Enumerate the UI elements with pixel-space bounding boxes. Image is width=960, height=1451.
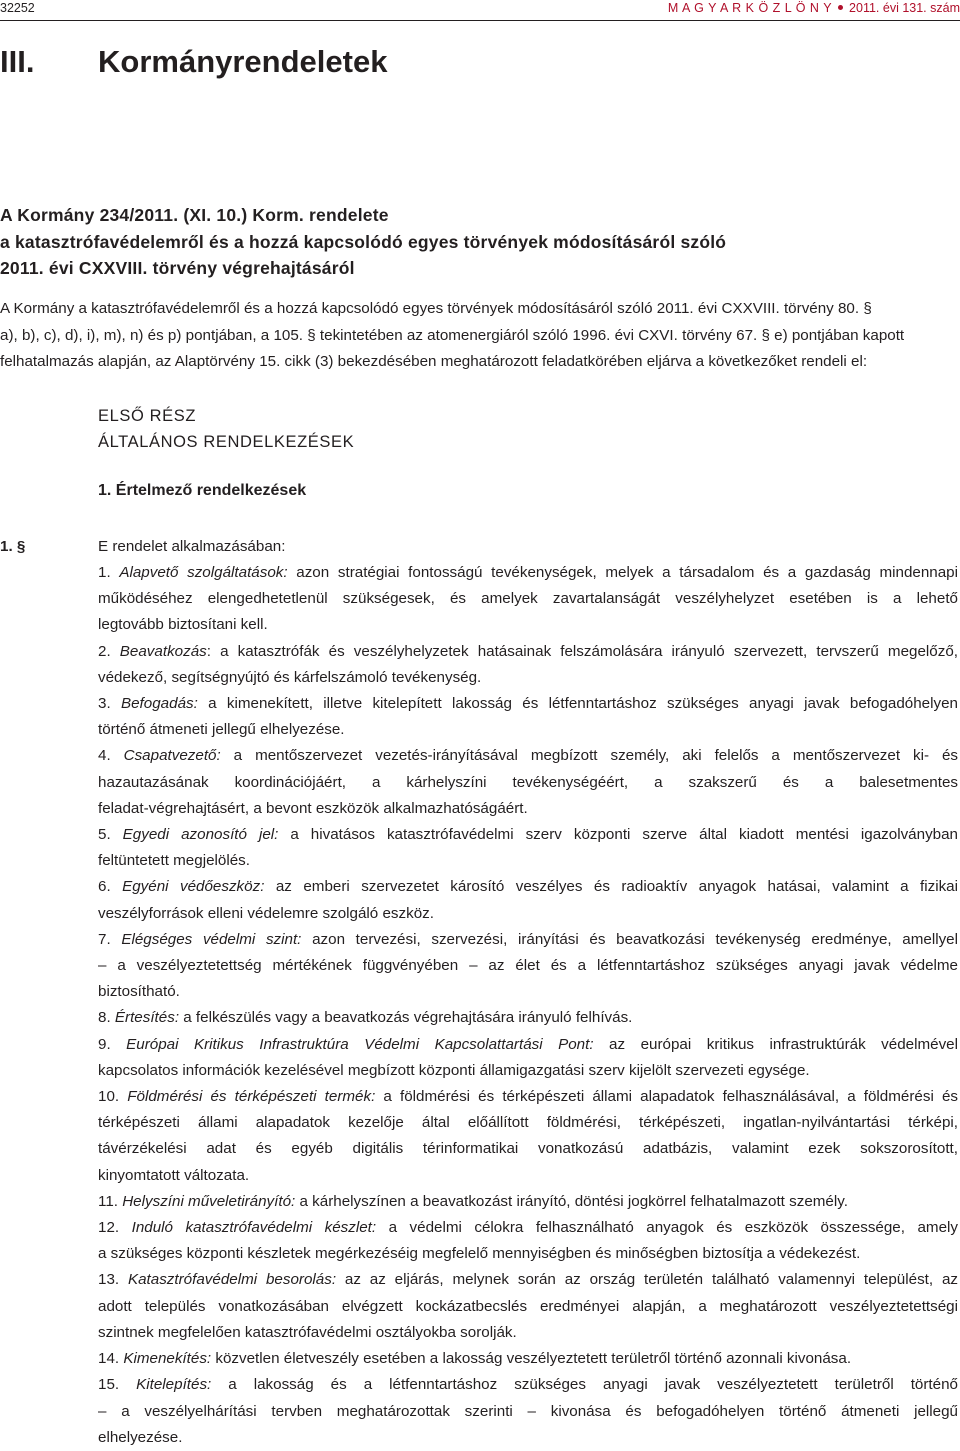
definition-number: 8. [98, 1009, 115, 1027]
definition-line [98, 1032, 958, 1058]
part-heading [98, 404, 354, 455]
definition-line: a szükséges központi készletek megérkezéséig megfelelő mennyiségben és minőségben biztosítja a védekezést. [98, 1245, 861, 1263]
definition-line [98, 560, 958, 586]
definition-line [98, 743, 958, 769]
definition-text: a földmérési és térképészeti állami alapadatok felhasználásával, a földmérési és [375, 1088, 958, 1106]
definition-item [98, 874, 958, 926]
journal-title [668, 1, 960, 15]
definition-text: : a katasztrófák és veszélyhelyzetek hatásainak felszámolására irányuló szervezett, tervszerű megelőző, [206, 642, 958, 660]
page-number: 32252 [0, 1, 35, 15]
definition-line [98, 1372, 958, 1398]
definition-text: azon tervezési, szervezési, irányítási és beavatkozási tevékenység eredménye, amellyel [301, 930, 958, 948]
definition-term: Induló katasztrófavédelmi készlet: [131, 1219, 377, 1237]
definition-number: 11. [98, 1192, 123, 1210]
definition-item [98, 1005, 958, 1031]
definition-item [98, 1267, 958, 1346]
preamble-line: felhatalmazás alapján, az Alaptörvény 15. cikk (3) bekezdésében meghatározott feladatkörében eljárva a következőket rendeli el: [0, 353, 868, 370]
definition-line: térképészeti állami alapadatok kezelője által előállított földmérési, térképészeti, ingatlan-nyilvántartási térképi, [98, 1114, 958, 1132]
definition-line [98, 1215, 958, 1241]
definition-line: legtovább biztosítani kell. [98, 616, 268, 634]
definition-line [98, 1084, 958, 1110]
header-divider [0, 20, 960, 21]
definition-number: 4. [98, 747, 124, 765]
definition-text: a kárhelyszínen a beavatkozást irányító, döntési jogkörrel felhatalmazott személy. [295, 1192, 848, 1210]
page-header [0, 0, 960, 18]
definition-text: a felkészülés vagy a beavatkozás végrehajtására irányuló felhívás. [179, 1009, 633, 1027]
definition-item [98, 1346, 958, 1372]
definition-item [98, 691, 958, 743]
definition-text: a hivatásos katasztrófavédelmi szerv központi szerve által kiadott mentési igazolványban [278, 826, 958, 844]
definition-number: 14. [98, 1350, 124, 1368]
chapter-heading [0, 44, 960, 88]
regulation-title [0, 202, 960, 282]
definition-item [98, 1372, 958, 1451]
definition-number: 2. [98, 642, 120, 660]
definition-text: az emberi szervezetet károsító veszélyes és radioaktív anyagok hatásai, valamint a fizikai [264, 878, 958, 896]
definition-item [98, 743, 958, 822]
preamble-line: a), b), c), d), i), m), n) és p) pontjában, a 105. § tekintetében az atomenergiáról szóló 1996. évi CXVI. törvény 67. § e) pontjában kapott [0, 326, 905, 344]
definition-number: 7. [98, 930, 122, 948]
chapter-number: III. [0, 44, 35, 79]
definition-line: hazautazásának koordinációjáért, a kárhelyszíni tevékenységéért, a szakszerű és a balesetmentes [98, 773, 958, 791]
definition-item [98, 927, 958, 1006]
definition-term: Egyedi azonosító jel: [122, 826, 279, 844]
definition-line: kinyomtatott változata. [98, 1166, 250, 1184]
definition-term: Kimenekítés: [123, 1350, 212, 1368]
definition-line [98, 639, 958, 665]
definition-text: közvetlen életveszély esetében a lakosság veszélyeztetett területről történő azonnali kivonása. [211, 1350, 852, 1368]
regulation-title-line: 2011. évi CXXVIII. törvény végrehajtásáról [0, 258, 355, 278]
definition-line [98, 1005, 958, 1031]
definition-line: elhelyezése. [98, 1428, 183, 1446]
definition-item [98, 1032, 958, 1084]
preamble [0, 296, 960, 376]
definition-line: biztosítható. [98, 983, 180, 1001]
definition-term: Katasztrófavédelmi besorolás: [127, 1271, 337, 1289]
definition-number: 3. [98, 695, 121, 713]
regulation-title-line: A Kormány 234/2011. (XI. 10.) Korm. rendelete [0, 205, 389, 225]
section-number: 1. § [0, 538, 26, 555]
definition-item [98, 1084, 958, 1189]
definition-line: védekező, segítségnyújtó és kárfelszámoló tevékenység. [98, 668, 482, 686]
definition-line: történő átmeneti jellegű elhelyezése. [98, 721, 345, 739]
definition-text: az az eljárás, melynek során az ország területén található valamennyi települést, az [336, 1271, 958, 1289]
definition-term: Kitelepítés: [136, 1376, 212, 1394]
definition-text: az európai kritikus infrastruktúrák védelmével [593, 1035, 958, 1053]
definition-text: azon stratégiai fontosságú tevékenységek, melyek a társadalom és a gazdaság mindennapi [287, 564, 958, 581]
definition-line: kapcsolatos információk kezelésével megbízott központi államigazgatási szerv kijelölt szervezeti egysége. [98, 1061, 810, 1079]
section-intro: E rendelet alkalmazásában: [98, 538, 286, 555]
definition-term: Elégséges védelmi szint: [121, 930, 302, 948]
definition-line [98, 874, 958, 900]
definition-line [98, 927, 958, 953]
definition-line: adott település vonatkozásában elvégzett kockázatbecslés eredményei alapján, a meghatározott veszélyeztetettségi [98, 1297, 958, 1315]
definition-number: 9. [98, 1035, 127, 1053]
chapter-title: Kormányrendeletek [98, 44, 388, 79]
subsection-title: 1. Értelmező rendelkezések [98, 482, 307, 499]
definition-text: a védelmi célokra felhasználható anyagok és eszközök összessége, amely [376, 1219, 958, 1237]
definition-term: Földmérési és térképészeti termék: [127, 1088, 376, 1106]
definition-line: feltüntetett megjelölés. [98, 852, 250, 870]
definition-number: 15. [98, 1376, 137, 1394]
definition-line: távérzékelési adat és egyéb digitális térinformatikai vonatkozású adatbázis, valamint ezek sokszorosított, [98, 1140, 958, 1158]
definition-number: 1. [98, 564, 120, 581]
part-number: ELSŐ RÉSZ [98, 407, 197, 425]
definition-number: 12. [98, 1219, 132, 1237]
definition-item [98, 1189, 958, 1215]
definition-line: működéséhez elengedhetetlenül szükségesek, és amelyek zavartalanságát veszélyhelyzet esetében is a lehető [98, 590, 958, 608]
definition-line [98, 691, 958, 717]
definition-line: feladat-végrehajtásért, a bevont eszközök alkalmazhatóságáért. [98, 799, 528, 817]
preamble-line: A Kormány a katasztrófavédelemről és a hozzá kapcsolódó egyes törvények módosításáról szóló 2011. évi CXXVIII. törvény 80. § [0, 300, 872, 317]
part-title: ÁLTALÁNOS RENDELKEZÉSEK [98, 432, 355, 451]
definition-line [98, 822, 958, 848]
definition-text: a mentőszervezet vezetés-irányításával megbízott személy, aki felelős a mentőszervezet ki- és [220, 747, 959, 765]
issue-number: 2011. évi 131. szám [849, 1, 960, 15]
definition-number: 10. [98, 1088, 128, 1106]
definition-term: Egyéni védőeszköz: [122, 878, 265, 896]
definition-line [98, 1346, 958, 1372]
definition-line: – a veszélyeztetettség mértékének függvényében – az élet és a létfenntartáshoz szükséges anyagi javak védelme [98, 957, 958, 975]
definition-term: Befogadás: [120, 695, 198, 713]
definition-item [98, 1215, 958, 1267]
bullet-icon [838, 5, 843, 10]
definition-term: Helyszíni műveletirányító: [122, 1192, 296, 1210]
definition-number: 6. [98, 878, 123, 896]
definition-text: a lakosság és a létfenntartáshoz szükséges anyagi javak veszélyeztetett területről történő [211, 1376, 958, 1394]
definition-term: Európai Kritikus Infrastruktúra Védelmi Kapcsolattartási Pont: [126, 1035, 594, 1053]
definition-line: szintnek megfelelően katasztrófavédelmi osztályokba sorolják. [98, 1323, 517, 1341]
definition-text: a kimenekített, illetve kitelepített lakosság és létfenntartáshoz szükséges anyagi javak befogadóhelyen [197, 695, 958, 713]
definitions-list [98, 560, 958, 1451]
definition-line [98, 1189, 958, 1215]
definition-number: 5. [98, 826, 123, 844]
definition-item [98, 560, 958, 639]
definition-line: veszélyforrások elleni védelemre szolgáló eszköz. [98, 904, 434, 922]
journal-name: M A G Y A R K Ö Z L Ö N Y [667, 1, 833, 15]
definition-term: Értesítés: [114, 1009, 180, 1027]
definition-line [98, 1267, 958, 1293]
definition-item [98, 822, 958, 874]
definition-item [98, 639, 958, 691]
definition-term: Alapvető szolgáltatások: [119, 564, 288, 581]
definition-number: 13. [98, 1271, 128, 1289]
definition-term: Beavatkozás [119, 642, 207, 660]
regulation-title-line: a katasztrófavédelemről és a hozzá kapcsolódó egyes törvények módosításáról szóló [0, 231, 727, 252]
definition-term: Csapatvezető: [123, 747, 221, 765]
definition-line: – a veszélyelhárítási tervben meghatározottak szerinti – kivonása és befogadóhelyen történő átmeneti jellegű [98, 1402, 958, 1420]
